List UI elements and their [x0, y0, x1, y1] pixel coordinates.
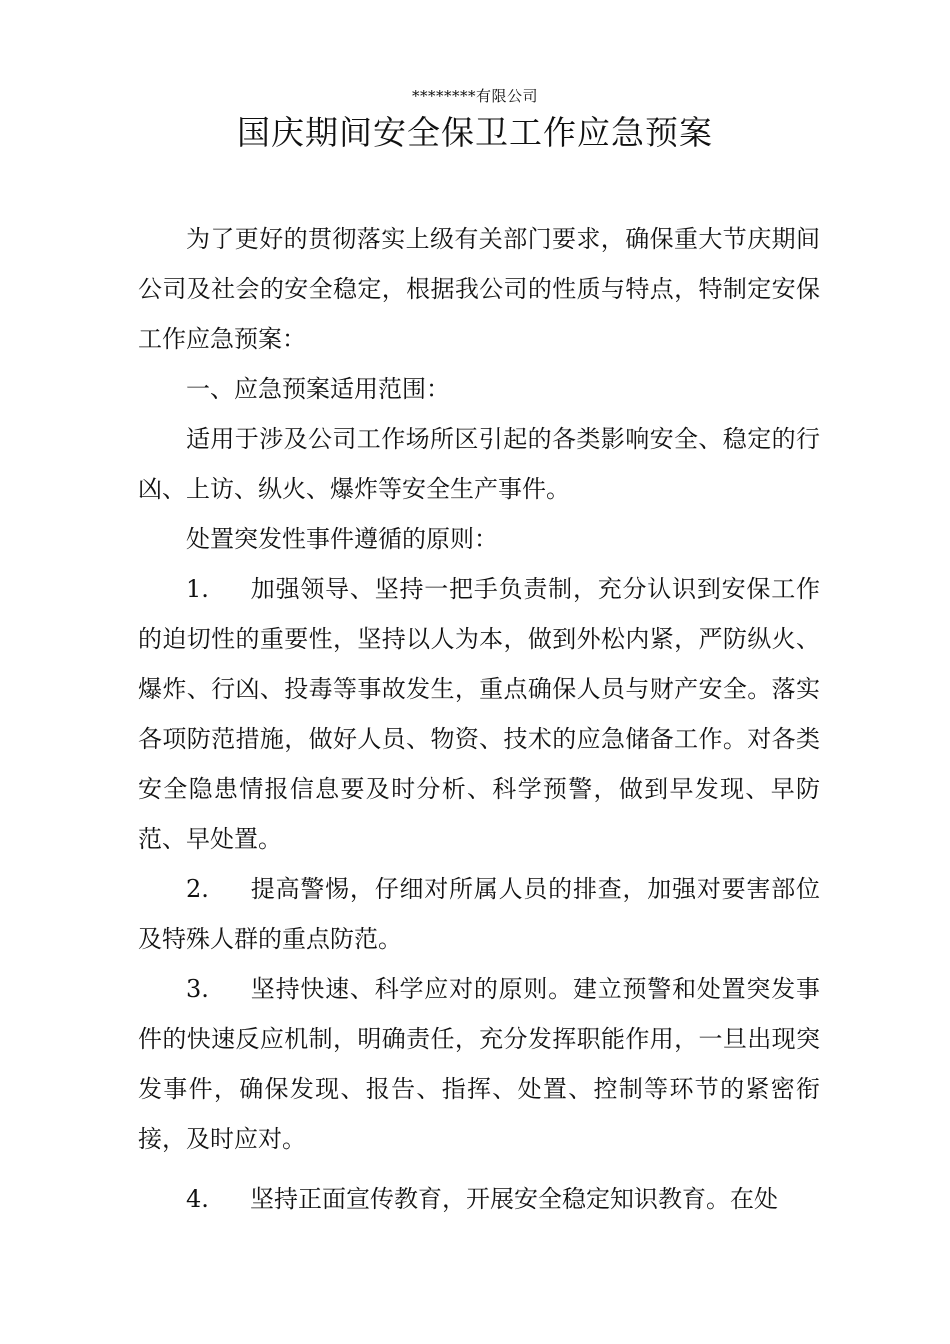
- principle-item-2: [138, 864, 820, 964]
- item-text: 提高警惕，仔细对所属人员的排查，加强对要害部位及特殊人群的重点防范。: [138, 875, 820, 953]
- document-title: 国庆期间安全保卫工作应急预案: [237, 113, 713, 152]
- item-number: 1.: [186, 575, 209, 603]
- principles-heading: 处置突发性事件遵循的原则：: [186, 525, 498, 553]
- principle-item-3: [138, 964, 820, 1164]
- section-heading-scope: 一、应急预案适用范围：: [186, 375, 450, 403]
- item-number: 3.: [186, 975, 209, 1003]
- item-text: 坚持正面宣传教育，开展安全稳定知识教育。在处: [250, 1185, 778, 1213]
- item-text: 坚持快速、科学应对的原则。建立预警和处置突发事件的快速反应机制，明确责任，充分发挥职能作用，一旦出现突发事件，确保发现、报告、指挥、处置、控制等环节的紧密衔接，及时应对。: [138, 975, 820, 1153]
- principle-item-1: [138, 564, 820, 864]
- item-text: 加强领导、坚持一把手负责制，充分认识到安保工作的迫切性的重要性，坚持以人为本，做到外松内紧，严防纵火、爆炸、行凶、投毒等事故发生，重点确保人员与财产安全。落实各项防范措施，做好人员、物资、技术的应急储备工作。对各类安全隐患情报信息要及时分析、科学预警，做到早发现、早防范、早处置。: [138, 575, 820, 853]
- document-body: [138, 214, 820, 1224]
- scope-paragraph: 适用于涉及公司工作场所区引起的各类影响安全、稳定的行凶、上访、纵火、爆炸等安全生产事件。: [138, 425, 820, 503]
- company-name: ********有限公司: [411, 87, 538, 105]
- intro-paragraph: 为了更好的贯彻落实上级有关部门要求，确保重大节庆期间公司及社会的安全稳定，根据我公司的性质与特点，特制定安保工作应急预案：: [138, 225, 820, 353]
- principle-item-4: [138, 1174, 820, 1224]
- item-number: 4.: [186, 1185, 209, 1213]
- item-number: 2.: [186, 875, 209, 903]
